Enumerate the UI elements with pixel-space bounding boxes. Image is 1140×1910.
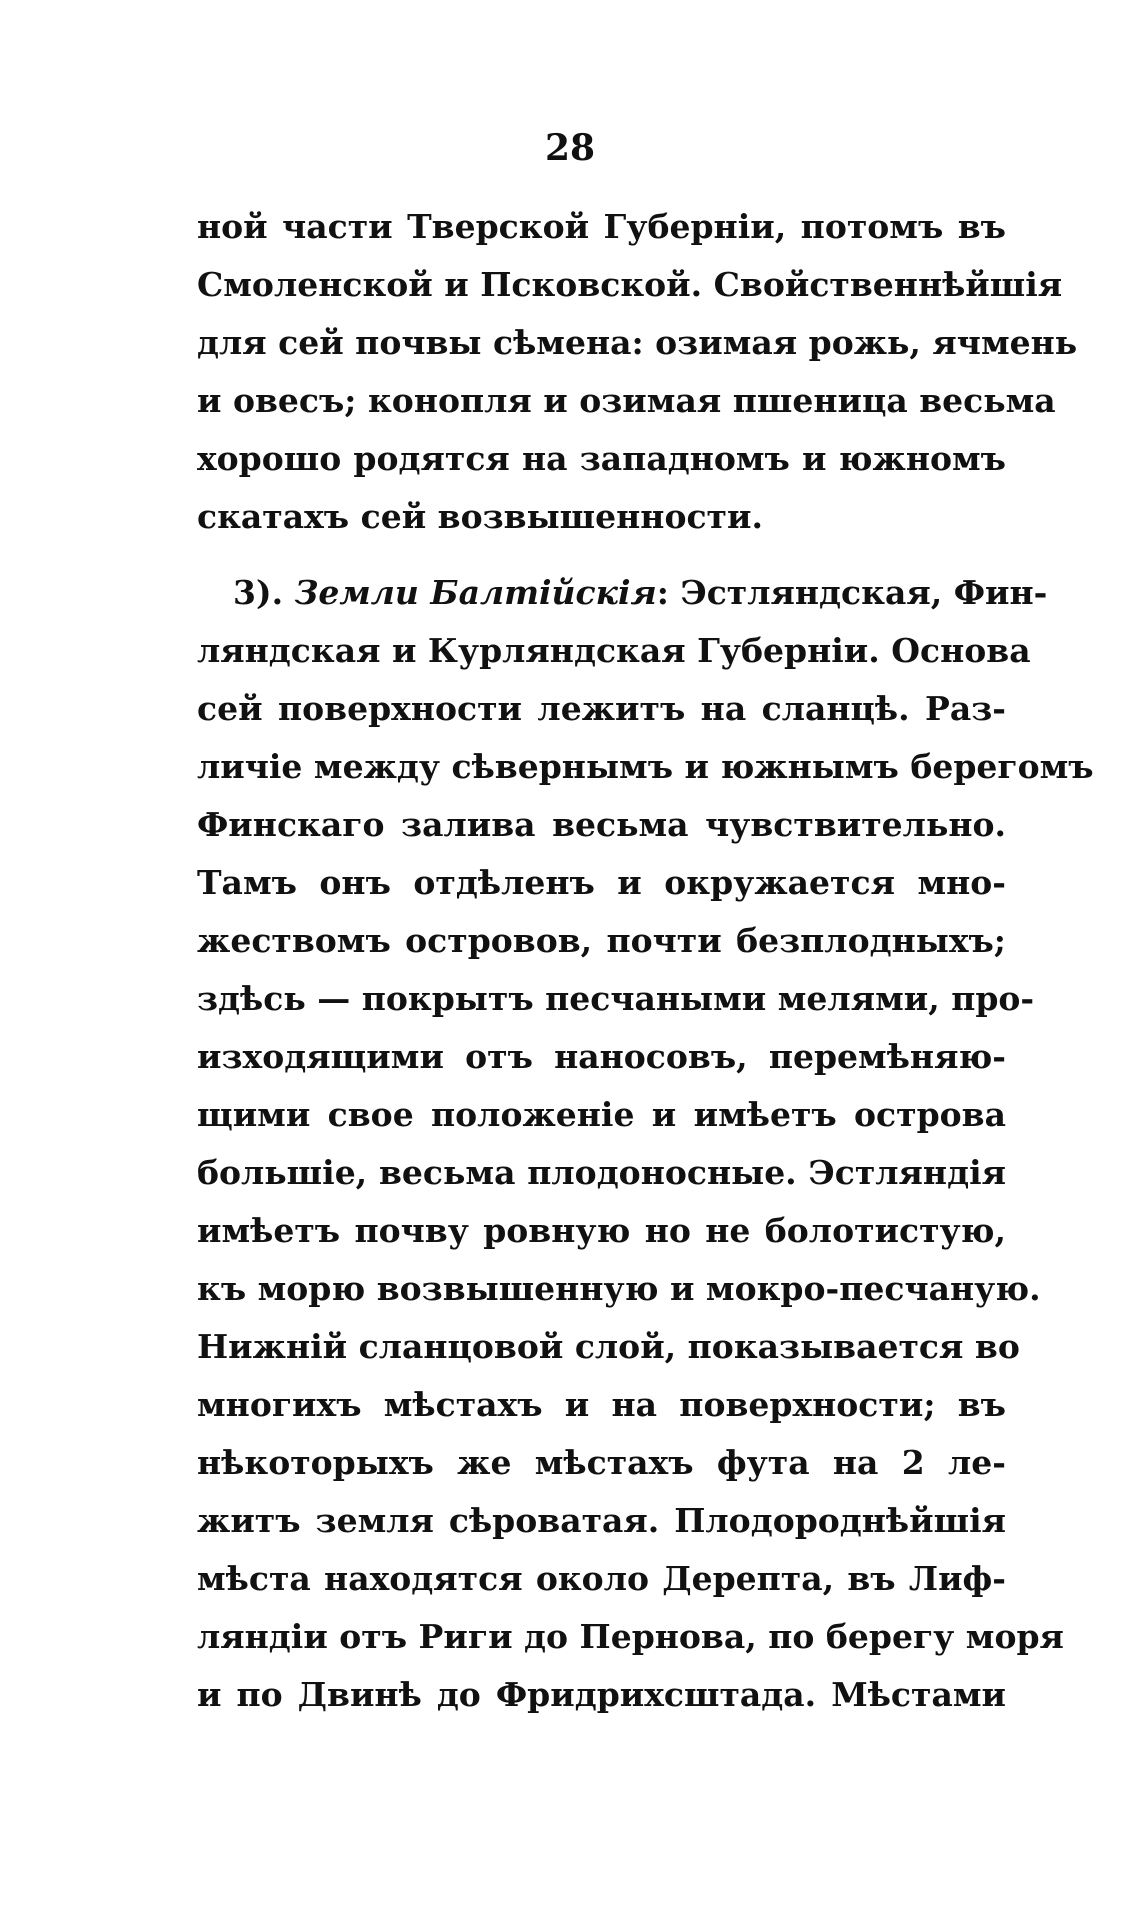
text-line: личіе между сѣвернымъ и южнымъ берегомъ: [197, 747, 1094, 786]
section-heading-rest: : Эстляндская, Фин-: [656, 573, 1048, 612]
text-line: Финскаго залива весьма чувствительно.: [197, 805, 1006, 844]
text-line: хорошо родятся на западномъ и южномъ: [197, 439, 1006, 478]
text-line: щими свое положеніе и имѣетъ острова: [197, 1095, 1006, 1134]
section-heading-line: [197, 564, 1048, 622]
text-line: ляндіи отъ Риги до Пернова, по берегу моря: [197, 1617, 1064, 1656]
text-line: большіе, весьма плодоносные. Эстляндія: [197, 1153, 1006, 1192]
text-line: и овесъ; конопля и озимая пшеница весьма: [197, 381, 1056, 420]
section-number: 3).: [233, 573, 295, 612]
text-line: сей поверхности лежитъ на сланцѣ. Раз-: [197, 689, 1006, 728]
text-line: жествомъ островов, почти безплодныхъ;: [197, 921, 1006, 960]
text-line: здѣсь — покрытъ песчаными мелями, про-: [197, 979, 1035, 1018]
text-line: Смоленской и Псковской. Свойственнѣйшія: [197, 265, 1063, 304]
text-line: многихъ мѣстахъ и на поверхности; въ: [197, 1385, 1006, 1424]
page-number: 28: [544, 127, 596, 169]
text-line: ной части Тверской Губерніи, потомъ въ: [197, 207, 1006, 246]
section-title: Земли Балтійскія: [294, 573, 657, 612]
text-line: житъ земля сѣроватая. Плодороднѣйшія: [197, 1501, 1006, 1540]
text-line: нѣкоторыхъ же мѣстахъ фута на 2 ле-: [197, 1443, 1006, 1482]
text-line: и по Двинѣ до Фридрихсштада. Мѣстами: [197, 1675, 1006, 1714]
text-line: для сей почвы сѣмена: озимая рожь, ячмень: [197, 323, 1078, 362]
text-line: Нижній сланцовой слой, показывается во: [197, 1327, 1020, 1366]
text-line: къ морю возвышенную и мокро-песчаную.: [197, 1269, 1041, 1308]
text-line: имѣетъ почву ровную но не болотистую,: [197, 1211, 1006, 1250]
text-line: мѣста находятся около Дерепта, въ Лиф-: [197, 1559, 1006, 1598]
body-text: [197, 198, 1094, 1724]
text-line: изходящими отъ наносовъ, перемѣняю-: [197, 1037, 1006, 1076]
text-line: Тамъ онъ отдѣленъ и окружается мно-: [197, 863, 1006, 902]
paragraph-gap: [197, 546, 1006, 564]
text-line: скатахъ сей возвышенности.: [197, 497, 763, 536]
text-line: ляндская и Курляндская Губерніи. Основа: [197, 631, 1031, 670]
